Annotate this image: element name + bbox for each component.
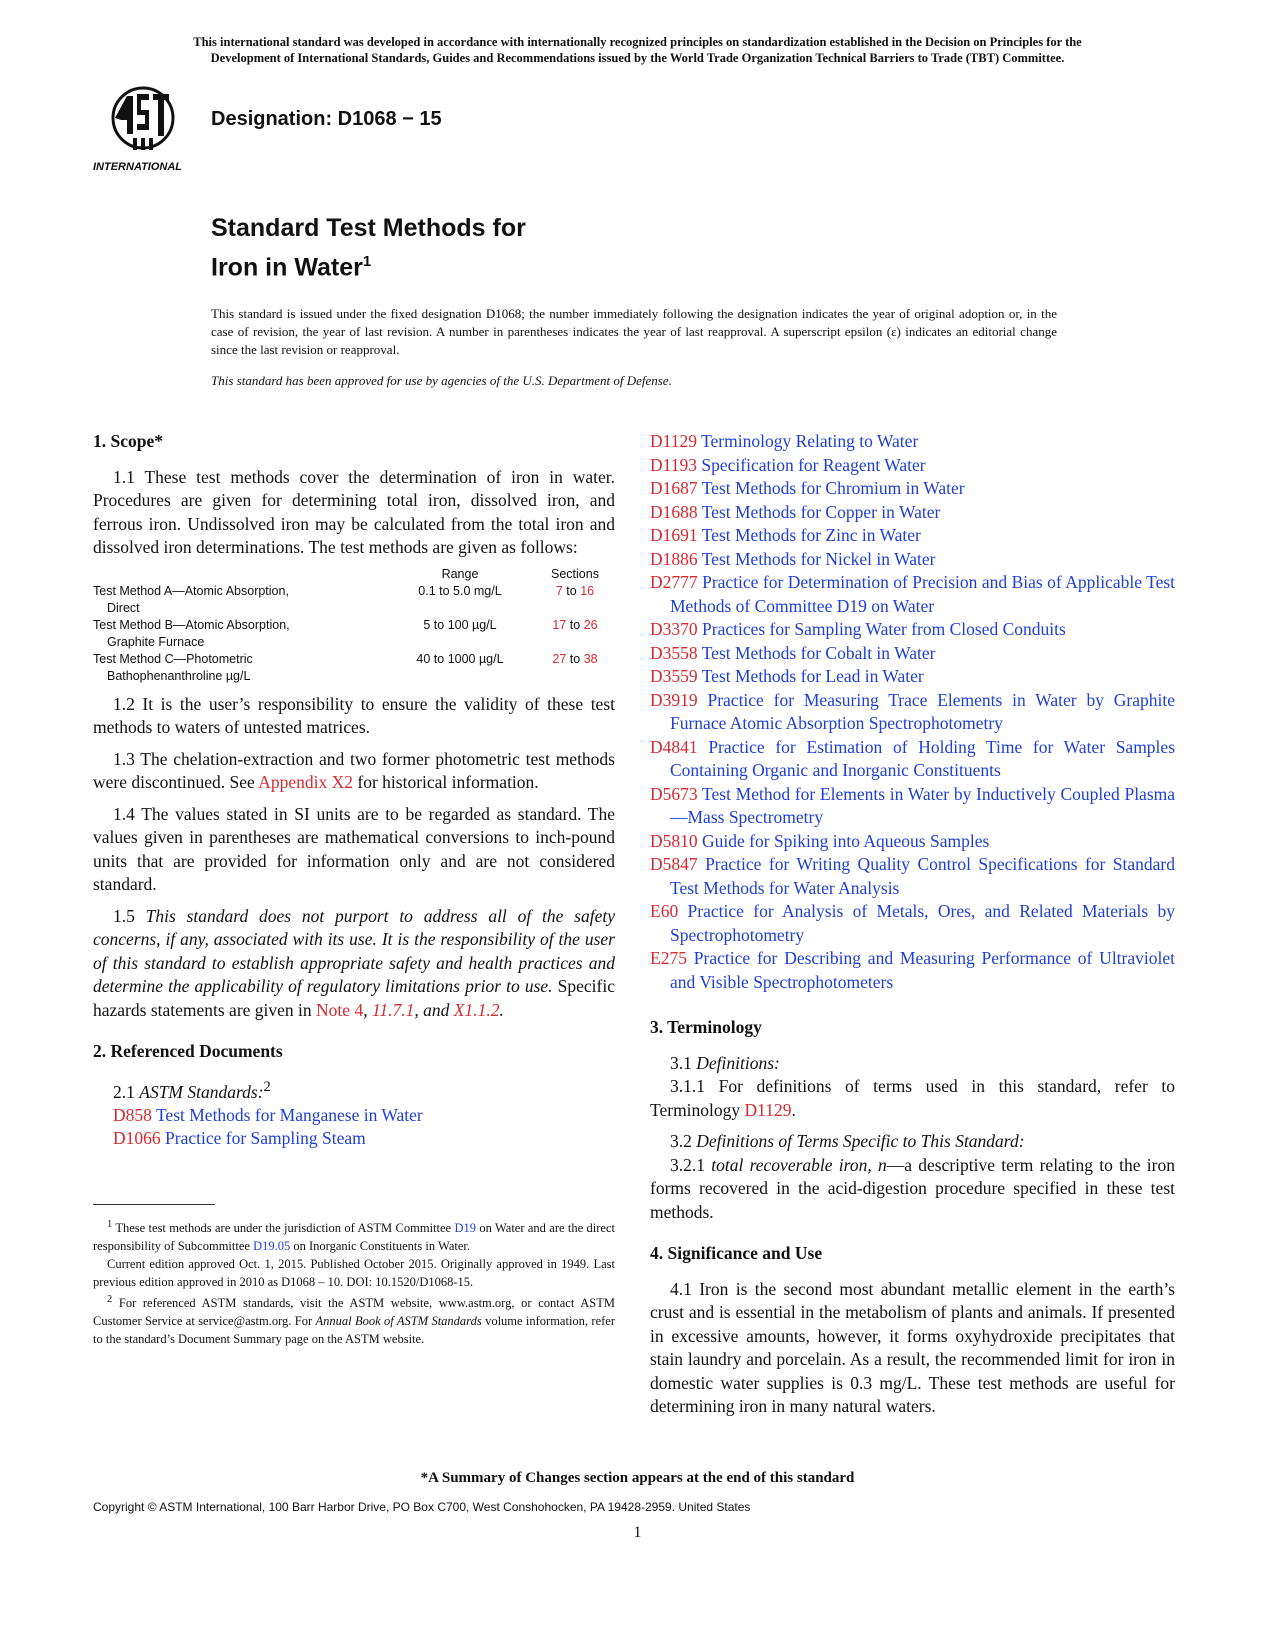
dod-approval: This standard has been approved for use by agencies of the U.S. Department of Defense. bbox=[211, 373, 672, 388]
d19-link[interactable]: D19 bbox=[454, 1221, 476, 1236]
ref-item[interactable]: D1687 Test Methods for Chromium in Water bbox=[650, 478, 965, 498]
ref-item[interactable]: D858 Test Methods for Manganese in Water bbox=[113, 1104, 423, 1125]
ref-item[interactable]: D3559 Test Methods for Lead in Water bbox=[650, 666, 924, 686]
ref-11-7-1-link[interactable]: 11.7.1 bbox=[371, 999, 415, 1020]
table-header-row bbox=[93, 566, 615, 583]
footnote-2: $^2$ For referenced ASTM standards, visit the ASTM website, www.astm.org, or contact ASTM Customer Service at service@astm.org. For Annual Book of ASTM Standards volume information, refer to the standard’s Document Summary page on the ASTM website. bbox=[93, 1294, 615, 1347]
col-sections: Sections bbox=[551, 566, 599, 581]
ref-item[interactable]: D1066 Practice for Sampling Steam bbox=[113, 1128, 366, 1149]
section-2-heading: 2. Referenced Documents bbox=[93, 1041, 283, 1061]
ref-item[interactable]: E60 Practice for Analysis of Metals, Ores, and Related Materials by Spectrophotometry bbox=[650, 901, 1175, 945]
wto-notice bbox=[70, 34, 1205, 66]
section-3-heading: 3. Terminology bbox=[650, 1017, 762, 1037]
ref-item[interactable]: D1691 Test Methods for Zinc in Water bbox=[650, 525, 921, 545]
ref-item[interactable]: D1688 Test Methods for Copper in Water bbox=[650, 501, 941, 522]
designation: Designation: D1068 − 15 bbox=[211, 108, 442, 130]
footnotes bbox=[93, 1216, 615, 1348]
para-2-1: 2.1 ASTM Standards:$^2$ bbox=[113, 1078, 271, 1102]
ref-item[interactable]: D1193 Specification for Reagent Water bbox=[650, 454, 926, 475]
left-column bbox=[93, 430, 615, 1151]
page-number: 1 bbox=[633, 1524, 642, 1541]
section-link[interactable]: 16 bbox=[580, 583, 595, 598]
ref-item[interactable]: D3919 Practice for Measuring Trace Elements in Water by Graphite Furnace Atomic Absorption Spectrophotometry bbox=[650, 689, 1175, 733]
col-range: Range bbox=[441, 566, 479, 581]
footnote-1-edition: Current edition approved Oct. 1, 2015. Published October 2015. Originally approved in 1949. Last previous edition approved in 2010 as D1068 – 10. DOI: 10.1520/D1068-15. bbox=[93, 1257, 615, 1290]
section-4-heading: 4. Significance and Use bbox=[650, 1243, 823, 1263]
para-1-4: 1.4 The values stated in SI units are to be regarded as standard. The values given in parentheses are mathematical conversions to inch-pound units that are provided for information only and are not considered standard. bbox=[93, 803, 615, 894]
summary-of-changes-note: *A Summary of Changes section appears at the end of this standard bbox=[420, 1470, 855, 1486]
section-link[interactable]: 17 bbox=[552, 617, 567, 632]
section-link[interactable]: 26 bbox=[583, 617, 598, 632]
ref-item[interactable]: D4841 Practice for Estimation of Holding Time for Water Samples Containing Organic and Inorganic Constituents bbox=[650, 736, 1176, 780]
astm-logo-icon bbox=[93, 84, 193, 174]
appendix-x2-link[interactable]: Appendix X2 bbox=[258, 772, 354, 792]
title-line-1: Standard Test Methods for bbox=[211, 214, 526, 242]
copyright: Copyright © ASTM International, 100 Barr Harbor Drive, PO Box C700, West Conshohocken, PA 19428-2959. United States bbox=[93, 1500, 751, 1514]
para-1-2: 1.2 It is the user’s responsibility to ensure the validity of these test methods to waters of untested matrices. bbox=[93, 693, 615, 737]
logo-text: INTERNATIONAL bbox=[93, 161, 183, 173]
ref-item[interactable]: D1129 Terminology Relating to Water bbox=[650, 431, 919, 451]
ref-item[interactable]: D1886 Test Methods for Nickel in Water bbox=[650, 548, 936, 569]
table-row: Test Method A—Atomic Absorption, Direct 0.1 to 5.0 mg/L 7 to 16 bbox=[93, 583, 595, 615]
table-row: Test Method B—Atomic Absorption, Graphite Furnace 5 to 100 µg/L 17 to 26 bbox=[93, 617, 598, 649]
section-link[interactable]: 38 bbox=[583, 651, 598, 666]
ref-item[interactable]: E275 Practice for Describing and Measuring Performance of Ultraviolet and Visible Spectrophotometers bbox=[650, 948, 1175, 992]
para-3-2-1: 3.2.1 total recoverable iron, n—a descriptive term relating to the iron forms recovered in the acid-digestion procedure specified in these test methods. bbox=[650, 1154, 1176, 1222]
section-1-heading: 1. Scope* bbox=[93, 431, 163, 451]
title-line-2: Iron in Water$^1$ bbox=[211, 253, 372, 282]
note-4-link[interactable]: Note 4 bbox=[316, 999, 364, 1020]
methods-table bbox=[93, 566, 615, 685]
ref-item[interactable]: D2777 Practice for Determination of Precision and Bias of Applicable Test Methods of Committee D19 on Water bbox=[650, 572, 1176, 616]
ref-item[interactable]: D5847 Practice for Writing Quality Control Specifications for Standard Test Methods for Water Analysis bbox=[650, 854, 1176, 898]
notice-line-2: Development of International Standards, Guides and Recommendations issued by the World Trade Organization Technical Barriers to Trade (TBT) Committee. bbox=[210, 51, 1065, 65]
section-link[interactable]: 7 bbox=[555, 583, 563, 598]
footnote-1: $^1$ These test methods are under the jurisdiction of ASTM Committee D19 on Water and are the direct responsibility of Subcommittee D19.05 on Inorganic Constituents in Water. bbox=[93, 1219, 615, 1254]
ref-x1-1-2-link[interactable]: X1.1.2 bbox=[453, 999, 500, 1020]
para-1-5: 1.5 This standard does not purport to address all of the safety concerns, if any, associated with its use. It is the responsibility of the user of this standard to establish appropriate safety and health practices and determine the applicability of regulatory limitations prior to use. Specific hazards statements are given in Note 4, 11.7.1, and X1.1.2. bbox=[93, 905, 615, 1020]
d19-05-link[interactable]: D19.05 bbox=[253, 1239, 291, 1254]
ref-item[interactable]: D3558 Test Methods for Cobalt in Water bbox=[650, 642, 936, 663]
para-4-1: 4.1 Iron is the second most abundant metallic element in the earth’s crust and is essential in the metabolism of plants and animals. If presented in excessive amounts, however, it forms oxyhydroxide precipitates that stain laundry and porcelain. As a result, the recommended limit for iron in domestic water supplies is 0.3 mg/L. These test methods are useful for determining iron in many natural waters. bbox=[650, 1278, 1175, 1416]
title-footnote-mark: 1 bbox=[362, 253, 372, 270]
ref-item[interactable]: D3370 Practices for Sampling Water from Closed Conduits bbox=[650, 619, 1066, 639]
ref-item[interactable]: D5810 Guide for Spiking into Aqueous Samples bbox=[650, 830, 990, 851]
right-column bbox=[650, 430, 1175, 1419]
section-link[interactable]: 27 bbox=[552, 651, 567, 666]
para-3-1: 3.1 Definitions: bbox=[670, 1052, 780, 1073]
intro-text: This standard is issued under the fixed designation D1068; the number immediately following the designation indicates the year of original adoption or, in the case of revision, the year of last revision. A number in parentheses indicates the year of last reapproval. A superscript epsilon (ε) indicates an editorial change since the last revision or reapproval. bbox=[211, 306, 1057, 357]
ref-item[interactable]: D5673 Test Method for Elements in Water by Inductively Coupled Plasma—Mass Spectrometry bbox=[650, 783, 1176, 827]
d1129-link[interactable]: D1129 bbox=[744, 1099, 792, 1120]
para-1-1: 1.1 These test methods cover the determination of iron in water. Procedures are given for determining total iron, dissolved iron, and ferrous iron. Undissolved iron may be calculated from the total iron and dissolved iron determinations. The test methods are given as follows: bbox=[93, 466, 615, 557]
reference-list bbox=[650, 430, 1175, 994]
notice-line-1: This international standard was developed in accordance with internationally recognized principles on standardization established in the Decision on Principles for the bbox=[193, 35, 1082, 49]
para-1-3: 1.3 The chelation-extraction and two former photometric test methods were discontinued. See Appendix X2 for historical information. bbox=[93, 748, 615, 792]
page-title bbox=[211, 212, 526, 284]
para-3-2: 3.2 Definitions of Terms Specific to This Standard: bbox=[670, 1131, 1025, 1151]
para-3-1-1: 3.1.1 For definitions of terms used in this standard, refer to Terminology D1129. bbox=[650, 1076, 1175, 1120]
footnote-rule bbox=[93, 1204, 215, 1205]
table-row: Test Method C—Photometric Bathophenanthroline µg/L 40 to 1000 µg/L 27 to 38 bbox=[93, 651, 598, 683]
